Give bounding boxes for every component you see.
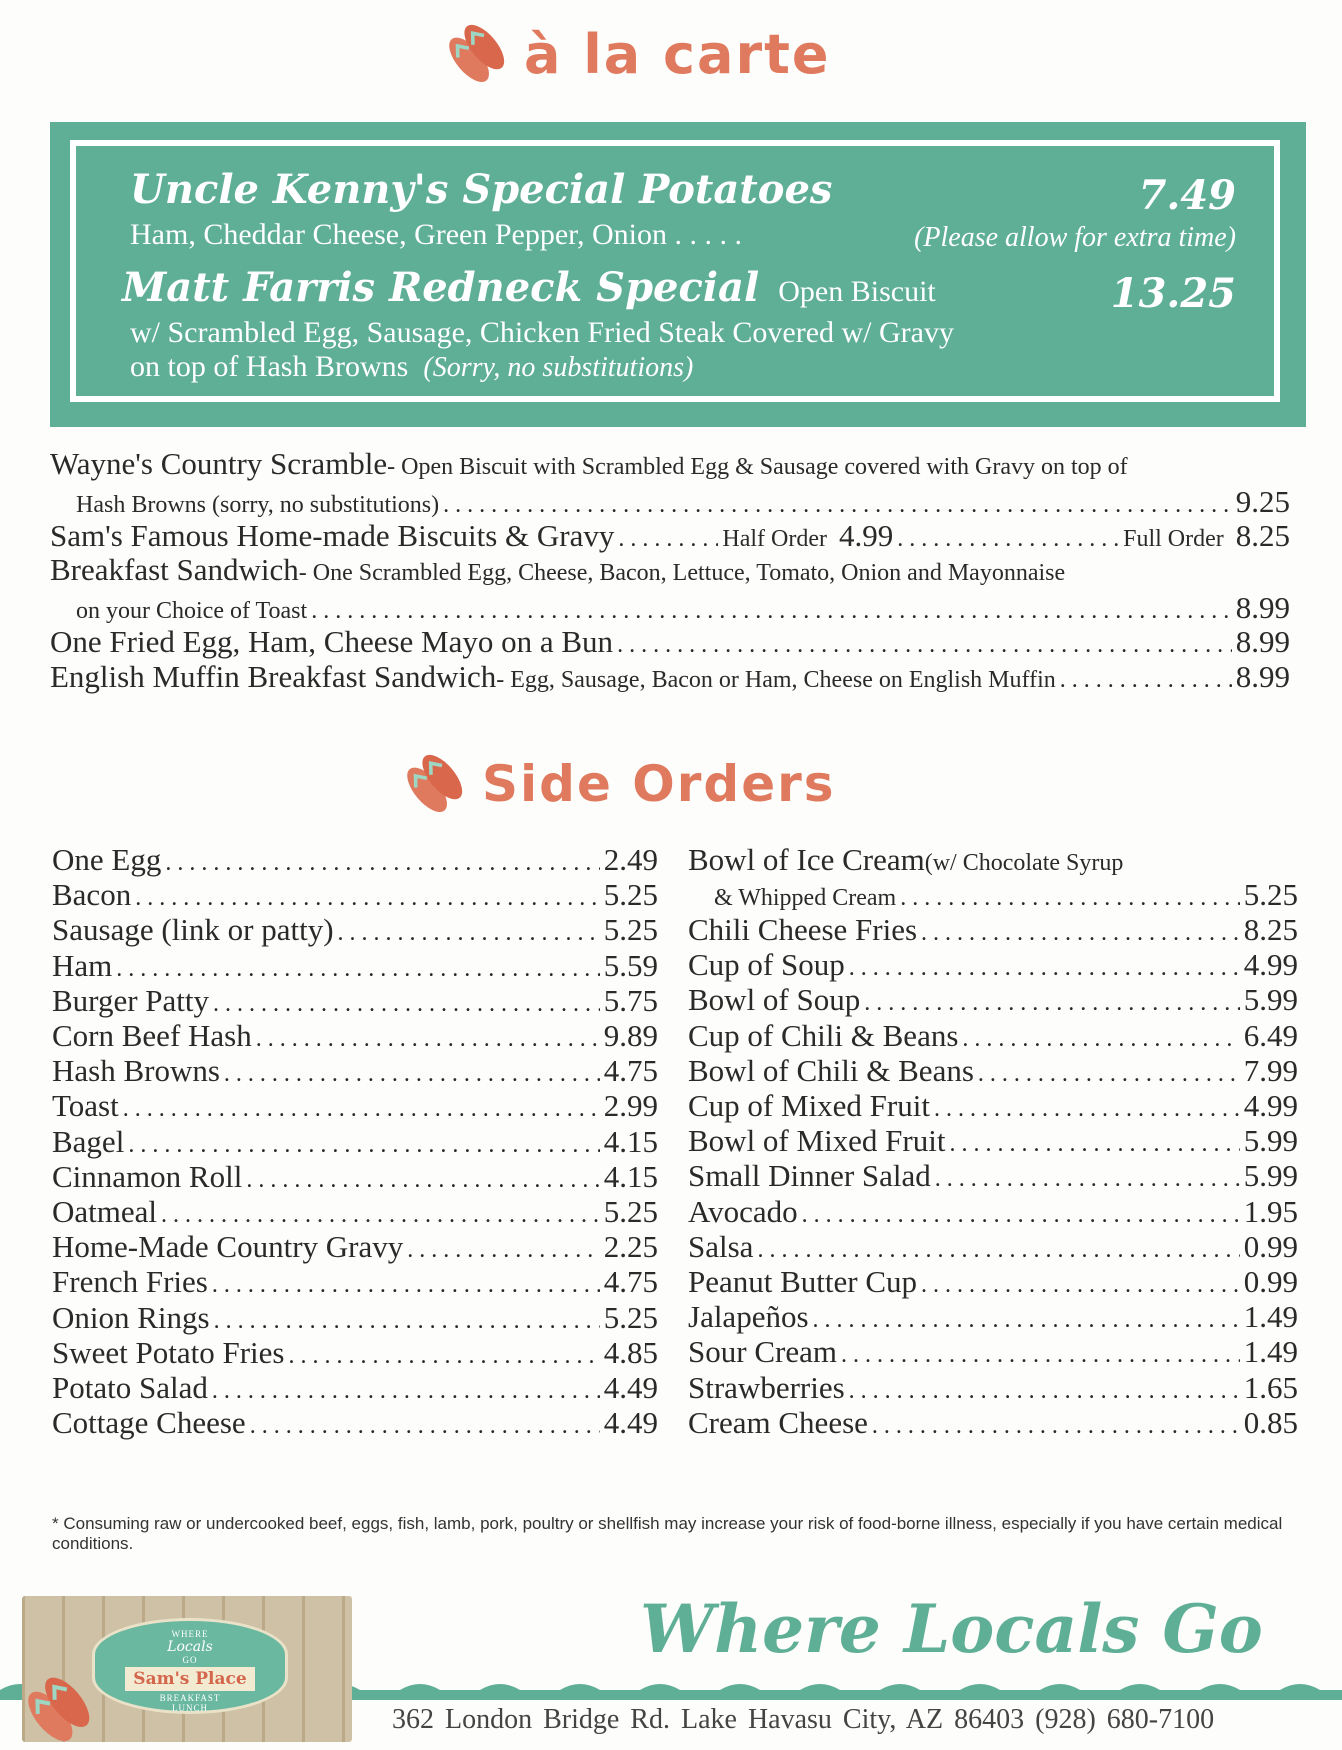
sides-header [398,748,836,820]
side-price: 4.49 [603,1405,658,1441]
item-price: 8.99 [1235,624,1290,659]
side-item [52,1229,658,1265]
side-item [688,1299,1298,1335]
side-item [52,983,658,1019]
logo-name: Sam's Place [125,1667,254,1691]
leader-dots [161,1202,600,1229]
side-item [688,1018,1298,1054]
side-price: 4.75 [603,1264,658,1300]
leader-dots [338,920,600,947]
leader-dots [864,990,1240,1017]
side-price: 5.25 [603,912,658,948]
side-name: Corn Beef Hash [52,1018,252,1053]
side-name: French Fries [52,1264,208,1300]
side-item [52,1088,658,1124]
side-name: Cinnamon Roll [52,1158,243,1194]
side-price: 5.99 [1243,1123,1298,1159]
item-desc: - Open Biscuit with Scrambled Egg & Sausage covered with Gravy on top of [387,454,1128,480]
side-name: Cup of Soup [688,947,845,983]
item-name: Breakfast Sandwich [50,552,299,587]
side-name: Ham [52,947,113,983]
page-title: à la carte [524,22,831,86]
side-item [52,948,658,984]
flip-flops-icon [398,748,470,820]
side-name: Bowl of Ice Cream [688,842,925,877]
side-name: Jalapeños [688,1299,809,1335]
specials-box [50,122,1306,427]
side-name: Cream Cheese [688,1404,868,1440]
side-price: 1.49 [1243,1299,1298,1335]
leader-dots [757,1237,1239,1264]
side-name: Strawberries [688,1369,845,1405]
special-desc: w/ Scrambled Egg, Sausage, Chicken Fried Steak Covered w/ Gravy [130,316,954,349]
leader-dots [1060,667,1232,694]
side-name: Chili Cheese Fries [688,912,918,947]
side-item [52,1335,658,1371]
side-item [688,1229,1298,1265]
leader-dots [962,1026,1239,1053]
leader-dots [935,1166,1240,1193]
side-item [688,912,1298,948]
side-price: 1.65 [1243,1369,1298,1405]
side-item [688,1405,1298,1441]
side-name: Cottage Cheese [52,1405,246,1441]
item-desc: Hash Browns (sorry, no substitutions) [76,492,440,518]
side-price: 5.99 [1243,982,1298,1018]
side-item [52,1300,658,1336]
side-price: 8.25 [1243,912,1298,947]
side-item [688,982,1298,1018]
leader-dots [246,1167,599,1194]
leader-dots [123,1096,600,1123]
side-price: 7.99 [1243,1052,1298,1088]
side-name: Bacon [52,877,132,913]
side-name: Cup of Mixed Fruit [688,1088,930,1123]
special-note: (Please allow for extra time) [914,222,1236,253]
side-item [52,1370,658,1406]
item-price: 9.25 [1235,484,1290,519]
special-price: 13.25 [1110,270,1236,317]
leader-dots [212,1378,600,1405]
special-title-row [122,264,936,311]
side-price: 4.15 [603,1123,658,1159]
side-name: Bowl of Chili & Beans [688,1052,974,1088]
special-desc: Ham, Cheddar Cheese, Green Pepper, Onion . . . . . [130,218,742,251]
leader-dots [214,1308,600,1335]
side-price: 4.49 [603,1370,658,1405]
side-price: 0.99 [1243,1264,1298,1299]
item-desc: on your Choice of Toast [76,598,308,624]
leader-dots [256,1026,600,1053]
leader-dots [224,1061,600,1088]
menu-item-cont [76,590,1290,626]
leader-dots [921,920,1240,947]
item-desc: - Egg, Sausage, Bacon or Ham, Cheese on English Muffin [496,667,1056,693]
side-item [52,1159,658,1195]
leader-dots [802,1202,1240,1229]
side-item [52,1124,658,1160]
menu-item-cont [76,484,1290,520]
special-title: Uncle Kenny's Special Potatoes [130,166,833,213]
side-price: 4.15 [603,1158,658,1194]
side-price: 0.85 [1243,1404,1298,1440]
leader-dots [897,526,1119,553]
full-label: Full Order [1123,526,1224,552]
side-price: 1.95 [1243,1193,1298,1229]
leader-dots [407,1237,600,1264]
side-item [688,842,1298,878]
side-name: Home-Made Country Gravy [52,1229,404,1265]
side-price: 2.25 [603,1229,658,1265]
side-item [688,1264,1298,1300]
leader-dots [135,885,600,912]
side-price: 5.99 [1243,1158,1298,1194]
side-price: 5.25 [603,1194,658,1229]
item-name: Sam's Famous Home-made Biscuits & Gravy [50,518,615,553]
item-price: 8.99 [1235,659,1290,694]
side-name: Peanut Butter Cup [688,1264,918,1299]
leader-dots [921,1272,1240,1299]
side-price: 9.89 [603,1018,658,1053]
leader-dots [311,598,1232,625]
side-item [52,877,658,913]
side-item [688,1053,1298,1089]
side-price: 2.99 [603,1088,658,1124]
address: 362 London Bridge Rd. Lake Havasu City, AZ 86403 (928) 680-7100 [392,1704,1215,1735]
side-name: Salsa [688,1228,754,1264]
side-desc: (w/ Chocolate Syrup [924,850,1124,876]
side-price: 4.99 [1243,1088,1298,1123]
leader-dots [841,1342,1240,1369]
side-item [688,1370,1298,1406]
side-item [688,1088,1298,1124]
leader-dots [949,1131,1239,1158]
leader-dots [213,991,600,1018]
leader-dots [212,1272,600,1299]
side-item [52,1053,658,1089]
leader-dots [934,1096,1240,1123]
leader-dots [813,1307,1240,1334]
item-desc: - One Scrambled Egg, Cheese, Bacon, Lettuce, Tomato, Onion and Mayonnaise [298,560,1066,586]
disclaimer: * Consuming raw or undercooked beef, eggs, fish, lamb, pork, poultry or shellfish may increase your risk of food-borne illness, especially if you have certain medical conditions. [52,1514,1283,1553]
side-name: One Egg [52,842,162,877]
special-suffix: Open Biscuit [778,275,936,308]
side-price: 2.49 [603,842,658,877]
side-price: 0.99 [1243,1228,1298,1264]
item-name: One Fried Egg, Ham, Cheese Mayo on a Bun [50,624,614,659]
side-name: Onion Rings [52,1299,210,1335]
leader-dots [849,955,1240,982]
leader-dots [978,1061,1240,1088]
leader-dots [443,492,1232,519]
side-item [52,1405,658,1441]
leader-dots [250,1413,600,1440]
side-name: Oatmeal [52,1194,158,1229]
flip-flops-icon [18,1670,98,1750]
side-price: 5.75 [603,982,658,1018]
side-name: Bowl of Soup [688,982,861,1018]
item-price: 8.99 [1235,590,1290,625]
sams-place-logo: WHERE Locals GO Sam's Place BREAKFAST LUNCH [92,1618,288,1714]
side-price: 4.75 [603,1053,658,1089]
side-name: Toast [52,1088,119,1124]
side-price: 4.99 [1243,947,1298,983]
leader-dots [849,1378,1240,1405]
leader-dots [617,632,1232,659]
sides-title: Side Orders [482,755,836,813]
leader-dots [618,526,718,553]
side-price: 5.59 [603,947,658,983]
side-item [688,947,1298,983]
leader-dots [872,1413,1240,1440]
side-name: Bowl of Mixed Fruit [688,1123,946,1159]
side-price: 5.25 [603,877,658,913]
logo-card [22,1596,352,1742]
side-name: Bagel [52,1123,125,1159]
side-name: Avocado [688,1193,798,1229]
leader-dots [165,850,599,877]
special-desc: on top of Hash Browns (Sorry, no substitutions) [130,350,694,383]
side-item [688,1158,1298,1194]
menu-item [50,446,1290,482]
item-name: English Muffin Breakfast Sandwich [50,659,497,694]
side-name: Sausage (link or patty) [52,912,334,948]
side-item [52,1018,658,1054]
menu-item [50,624,1290,660]
side-price: 5.25 [603,1299,658,1335]
side-name: Hash Browns [52,1053,220,1089]
full-price: 8.25 [1235,518,1290,553]
half-price: 4.99 [839,518,894,553]
side-name: Burger Patty [52,982,209,1018]
side-name: Sour Cream [688,1334,837,1370]
tagline: Where Locals Go [640,1590,1263,1668]
menu-item [50,659,1290,695]
side-item [52,842,658,878]
side-price: 5.25 [1243,877,1298,912]
leader-dots [116,956,599,983]
side-item-cont [714,877,1298,913]
side-name: Potato Salad [52,1370,208,1405]
side-price: 6.49 [1243,1017,1298,1053]
side-price: 4.85 [603,1334,658,1370]
menu-item [50,518,1290,554]
menu-item [50,552,1290,588]
side-item [52,1264,658,1300]
header [440,18,831,90]
side-name: Small Dinner Salad [688,1158,931,1194]
item-name: Wayne's Country Scramble [50,446,388,481]
side-name: Cup of Chili & Beans [688,1017,959,1053]
special-title: Matt Farris Redneck Special [122,264,760,311]
leader-dots [289,1343,600,1370]
leader-dots [128,1132,599,1159]
side-item [688,1334,1298,1370]
half-label: Half Order [722,526,828,552]
side-item [688,1194,1298,1230]
leader-dots [900,885,1240,912]
special-note: (Sorry, no substitutions) [423,352,694,383]
side-item [688,1123,1298,1159]
side-desc: & Whipped Cream [714,885,897,911]
flip-flops-icon [440,18,512,90]
special-price: 7.49 [1138,172,1236,219]
side-item [52,912,658,948]
side-name: Sweet Potato Fries [52,1334,285,1370]
side-item [52,1194,658,1230]
side-price: 1.49 [1243,1334,1298,1370]
